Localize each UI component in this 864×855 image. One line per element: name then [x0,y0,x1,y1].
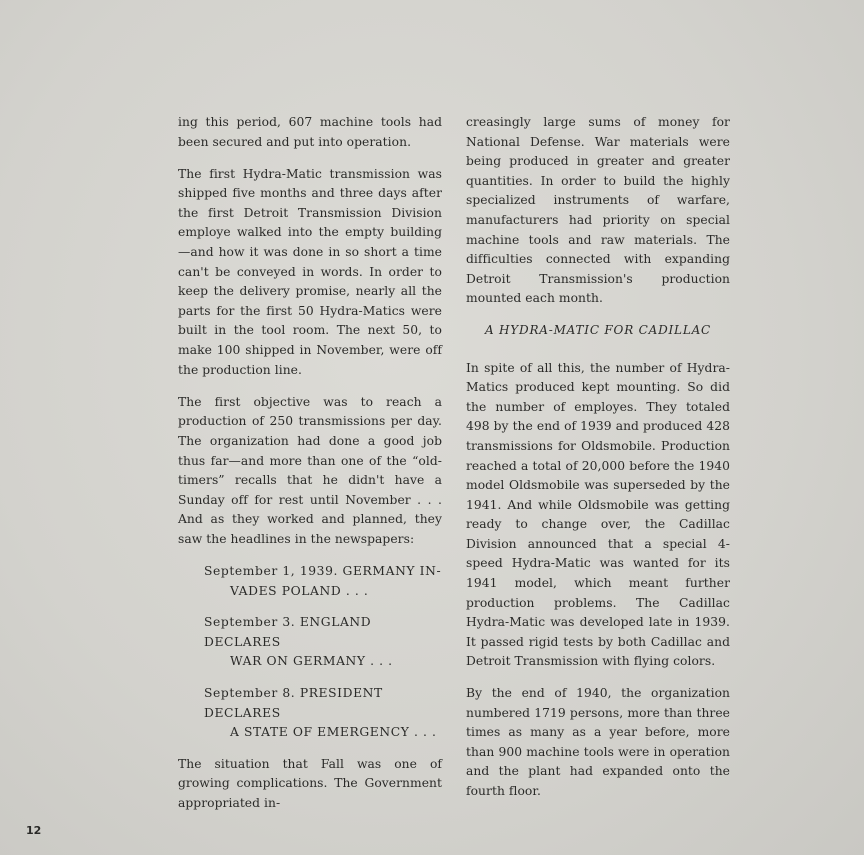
left-paragraph-4: The situation that Fall was one of growing complications. The Government appropriated in- [178,756,442,810]
newspaper-headlines [178,562,442,743]
headline-line: A STATE OF EMERGENCY . . . [230,725,437,740]
headline-germany [178,562,442,601]
left-column [178,113,442,826]
left-paragraph-2: The first Hydra-Matic transmission was shipped five months and three days after the first Detroit Transmission Division employe walked into the empty building—and how it was done in so short a time can't be conveyed in words. In order to keep the delivery promise, nearly all the parts for the first 50 Hydra-Matics were built in the tool room. The next 50, to make 100 shipped in November, were off the production line. [178,166,442,377]
right-paragraph-1: creasingly large sums of money for National Defense. War materials were being produced in greater and greater quantities. In order to build the highly specialized instruments of warfare, manufacturers had priority on special machine tools and raw materials. The difficulties connected with expanding Detroit Transmission's production mounted each month. [466,115,730,306]
headline-president [178,684,442,743]
page-number: 12 [26,824,42,837]
headline-line: VADES POLAND . . . [230,583,369,598]
right-column [466,113,730,814]
headline-line: September 8. PRESIDENT DECLARES [204,685,383,720]
section-subheading: A HYDRA-MATIC FOR CADILLAC [484,322,712,337]
headline-line: WAR ON GERMANY . . . [230,654,393,669]
right-paragraph-3: By the end of 1940, the organization numbered 1719 persons, more than three times as many as a year before, more than 900 machine tools were in operation and the plant had expanded onto the fourth floor. [466,686,730,798]
headline-england [178,613,442,672]
left-paragraph-3: The first objective was to reach a production of 250 transmissions per day. The organization had done a good job thus far—and more than one of the “old-timers” recalls that he didn't have a Sunday off for rest until November . . . And as they worked and planned, they saw the headlines in the newspapers: [178,394,442,546]
headline-line: September 3. ENGLAND DECLARES [204,615,372,649]
headline-line: September 1, 1939. GERMANY IN- [204,563,442,578]
right-paragraph-2: In spite of all this, the number of Hydra-Matics produced kept mounting. So did the number of employes. They totaled 498 by the end of 1939 and produced 428 transmissions for Oldsmobile. Production reached a total of 20,000 before the 1940 model Oldsmobile was superseded by the 1941. And while Oldsmobile was getting ready to change over, the Cadillac Division announced that a special 4-speed Hydra-Matic was wanted for its 1941 model, which meant further production problems. The Cadillac Hydra-Matic was developed late in 1939. It passed rigid tests by both Cadillac and Detroit Transmission with flying colors. [466,360,730,669]
left-paragraph-1: ing this period, 607 machine tools had been secured and put into operation. [178,115,442,149]
